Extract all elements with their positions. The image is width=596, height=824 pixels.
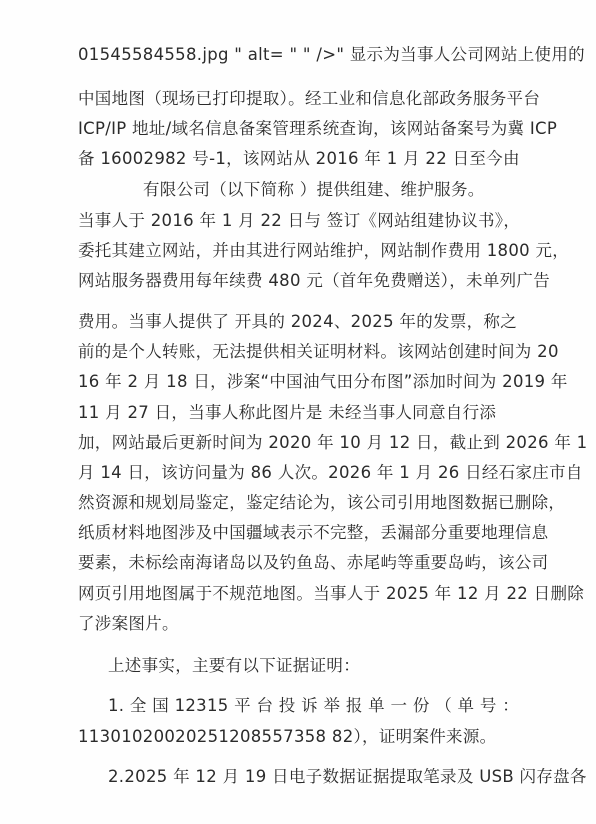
text-line: 中国地图（现场已打印提取）。经工业和信息化部政务服务平台 xyxy=(78,89,541,108)
text-line: 然资源和规划局鉴定，鉴定结论为，该公司引用地图数据已删除， xyxy=(78,493,566,512)
text-line: 上述事实，主要有以下证据证明： xyxy=(108,656,360,675)
text-line: 有限公司（以下简称 ）提供组建、维护服务。 xyxy=(143,180,485,199)
text-line: 当事人于 2016 年 1 月 22 日与 签订《网站组建协议书》， xyxy=(78,211,521,230)
text-line: 11 月 27 日，当事人称此图片是 未经当事人同意自行添 xyxy=(78,403,497,422)
text-line: 前的是个人转账，无法提供相关证明材料。该网站创建时间为 20 xyxy=(78,342,559,361)
text-line: 加，网站最后更新时间为 2020 年 10 月 12 日，截止到 2026 年 1 xyxy=(78,433,588,452)
text-line: ICP/IP 地址/域名信息备案管理系统查询，该网站备案号为冀 ICP xyxy=(78,119,558,138)
text-line: 备 16002982 号-1，该网站从 2016 年 1 月 22 日至今由 xyxy=(78,149,520,168)
text-line: 16 年 2 月 18 日，涉案“中国油气田分布图”添加时间为 2019 年 xyxy=(78,372,568,391)
text-line: 纸质材料地图涉及中国疆域表示不完整，丢漏部分重要地理信息 xyxy=(78,523,549,542)
text-line: 费用。当事人提供了 开具的 2024、2025 年的发票，称之 xyxy=(78,312,518,331)
text-line: 1. 全 国 12315 平 台 投 诉 举 报 单 一 份 （ 单 号 ： xyxy=(108,696,520,715)
text-line: 网站服务器费用每年续费 480 元（首年免费赠送），未单列广告 xyxy=(78,271,551,290)
text-line: 01545584558.jpg " alt= " " />" 显示为当事人公司网站上使用的 xyxy=(78,45,585,64)
text-line: 月 14 日，该访问量为 86 人次。2026 年 1 月 26 日经石家庄市自 xyxy=(78,463,583,482)
text-line: 了涉案图片。 xyxy=(78,614,179,633)
text-line: 2.2025 年 12 月 19 日电子数据证据提取笔录及 USB 闪存盘各 xyxy=(108,767,587,786)
text-line: 要素，未标绘南海诸岛以及钓鱼岛、赤尾屿等重要岛屿，该公司 xyxy=(78,553,549,572)
text-line: 11301020020251208557358 82），证明案件来源。 xyxy=(78,727,497,746)
text-line: 委托其建立网站，并由其进行网站维护，网站制作费用 1800 元， xyxy=(78,241,570,260)
text-line: 网页引用地图属于不规范地图。当事人于 2025 年 12 月 22 日删除 xyxy=(78,584,585,603)
